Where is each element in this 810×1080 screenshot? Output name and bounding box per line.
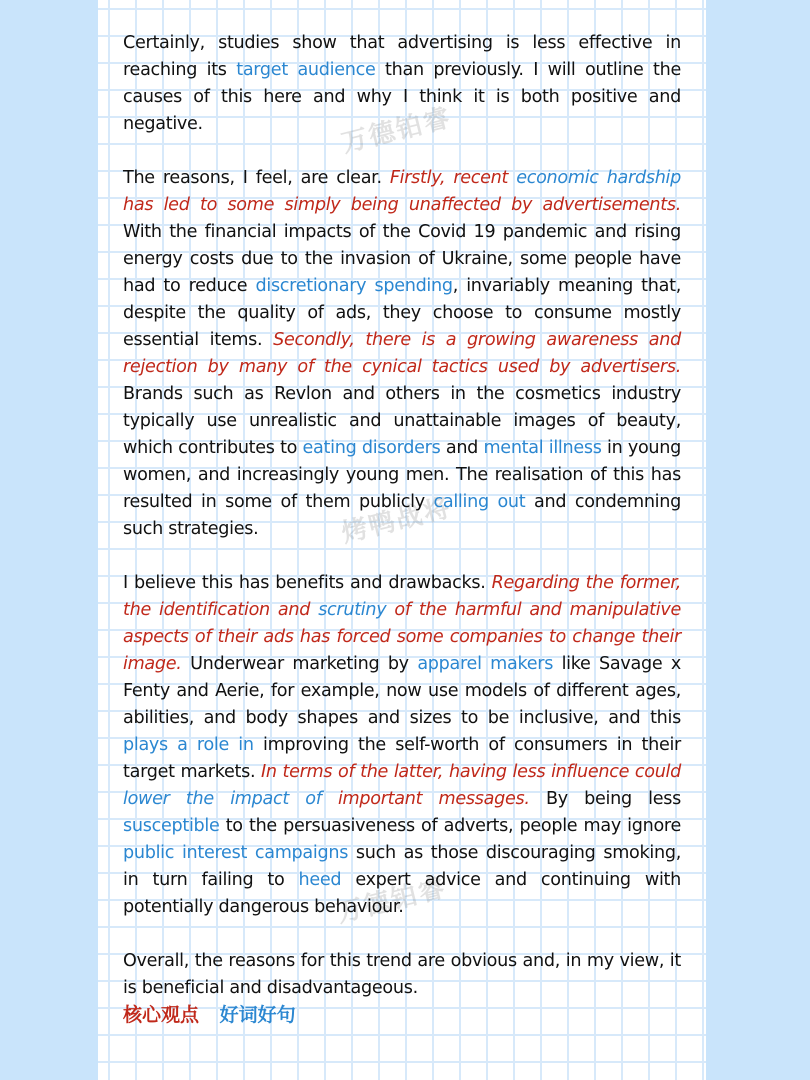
plain-text: in young women, and increasingly young men. The realisation of this has resulted in some of them publicly — [123, 438, 681, 512]
plain-text: to the persuasiveness of adverts, people may ignore — [219, 816, 681, 836]
vocab-highlight: scrutiny — [318, 600, 387, 620]
vocab-highlight: apparel makers — [417, 654, 554, 674]
plain-text: than previously. I will outline the causes of this here and why I think it is both positive and negative. — [123, 60, 681, 134]
vocab-highlight: heed — [298, 870, 342, 890]
key-point-text: of the harmful and manipulative aspects of their ads has forced some companies to change their image. — [123, 600, 681, 674]
plain-text: The reasons, I feel, are clear. — [123, 168, 390, 188]
plain-text: like Savage x Fenty and Aerie, for example, now use models of different ages, abilities, and body shapes and sizes to be inclusive, and this — [123, 654, 681, 728]
key-point-text: important messages. — [321, 789, 530, 809]
plain-text: and condemning such strategies. — [123, 492, 681, 539]
key-point-text: Secondly, there is a growing awareness and rejection by many of the cynical tactics used by advertisers. — [123, 330, 681, 377]
plain-text: Underwear marketing by — [181, 654, 418, 674]
plain-text: Brands such as Revlon and others in the cosmetics industry typically use unrealistic and unattainable images of beauty, which contributes to — [123, 384, 681, 458]
plain-text: such as those discouraging smoking, in turn failing to — [123, 843, 681, 890]
watermark: 万德铂睿 — [338, 102, 455, 160]
vocab-highlight: lower the impact of — [123, 789, 322, 809]
essay-body — [123, 30, 681, 1029]
essay-paragraph — [123, 948, 681, 1002]
plain-text: , invariably meaning that, despite the quality of ads, they choose to consume mostly essential items. — [123, 276, 681, 350]
watermark: 烤鸭战将 — [338, 492, 455, 550]
key-point-text: has led to some simply being unaffected by advertisements. — [123, 195, 681, 215]
vocab-highlight: public interest campaigns — [123, 843, 349, 863]
key-point-text: Firstly, recent — [389, 168, 517, 188]
plain-text: Overall, the reasons for this trend are obvious and, in my view, it is beneficial and disadvantageous. — [123, 951, 681, 998]
legend-vocabulary: 好词好句 — [219, 1004, 296, 1026]
key-point-text: Regarding the former, the identification and — [123, 573, 681, 620]
vocab-highlight: economic hardship — [516, 168, 682, 188]
vocab-highlight: discretionary spending — [255, 276, 453, 296]
vocab-highlight: susceptible — [123, 816, 220, 836]
legend-key-point: 核心观点 — [123, 1004, 200, 1026]
plain-text: expert advice and continuing with potentially dangerous behaviour. — [123, 870, 681, 917]
essay-paragraph — [123, 570, 681, 921]
essay-paragraph — [123, 165, 681, 543]
plain-text: and — [440, 438, 484, 458]
vocab-highlight: calling out — [433, 492, 526, 512]
key-point-text: In terms of the latter, having less influence could — [261, 762, 682, 782]
watermark: 万德铂睿 — [333, 872, 450, 930]
plain-text: By being less — [529, 789, 681, 809]
plain-text: improving the self-worth of consumers in their target markets. — [123, 735, 681, 782]
plain-text: I believe this has benefits and drawbacks. — [123, 573, 492, 593]
vocab-highlight: eating disorders — [302, 438, 441, 458]
color-legend — [123, 1000, 296, 1027]
vocab-highlight: target audience — [236, 60, 376, 80]
essay-paragraph — [123, 30, 681, 138]
plain-text: With the financial impacts of the Covid 19 pandemic and rising energy costs due to the invasion of Ukraine, some people have had to reduce — [123, 222, 681, 296]
plain-text: Certainly, studies show that advertising is less effective in reaching its — [123, 33, 681, 80]
vocab-highlight: plays a role in — [123, 735, 254, 755]
vocab-highlight: mental illness — [483, 438, 602, 458]
